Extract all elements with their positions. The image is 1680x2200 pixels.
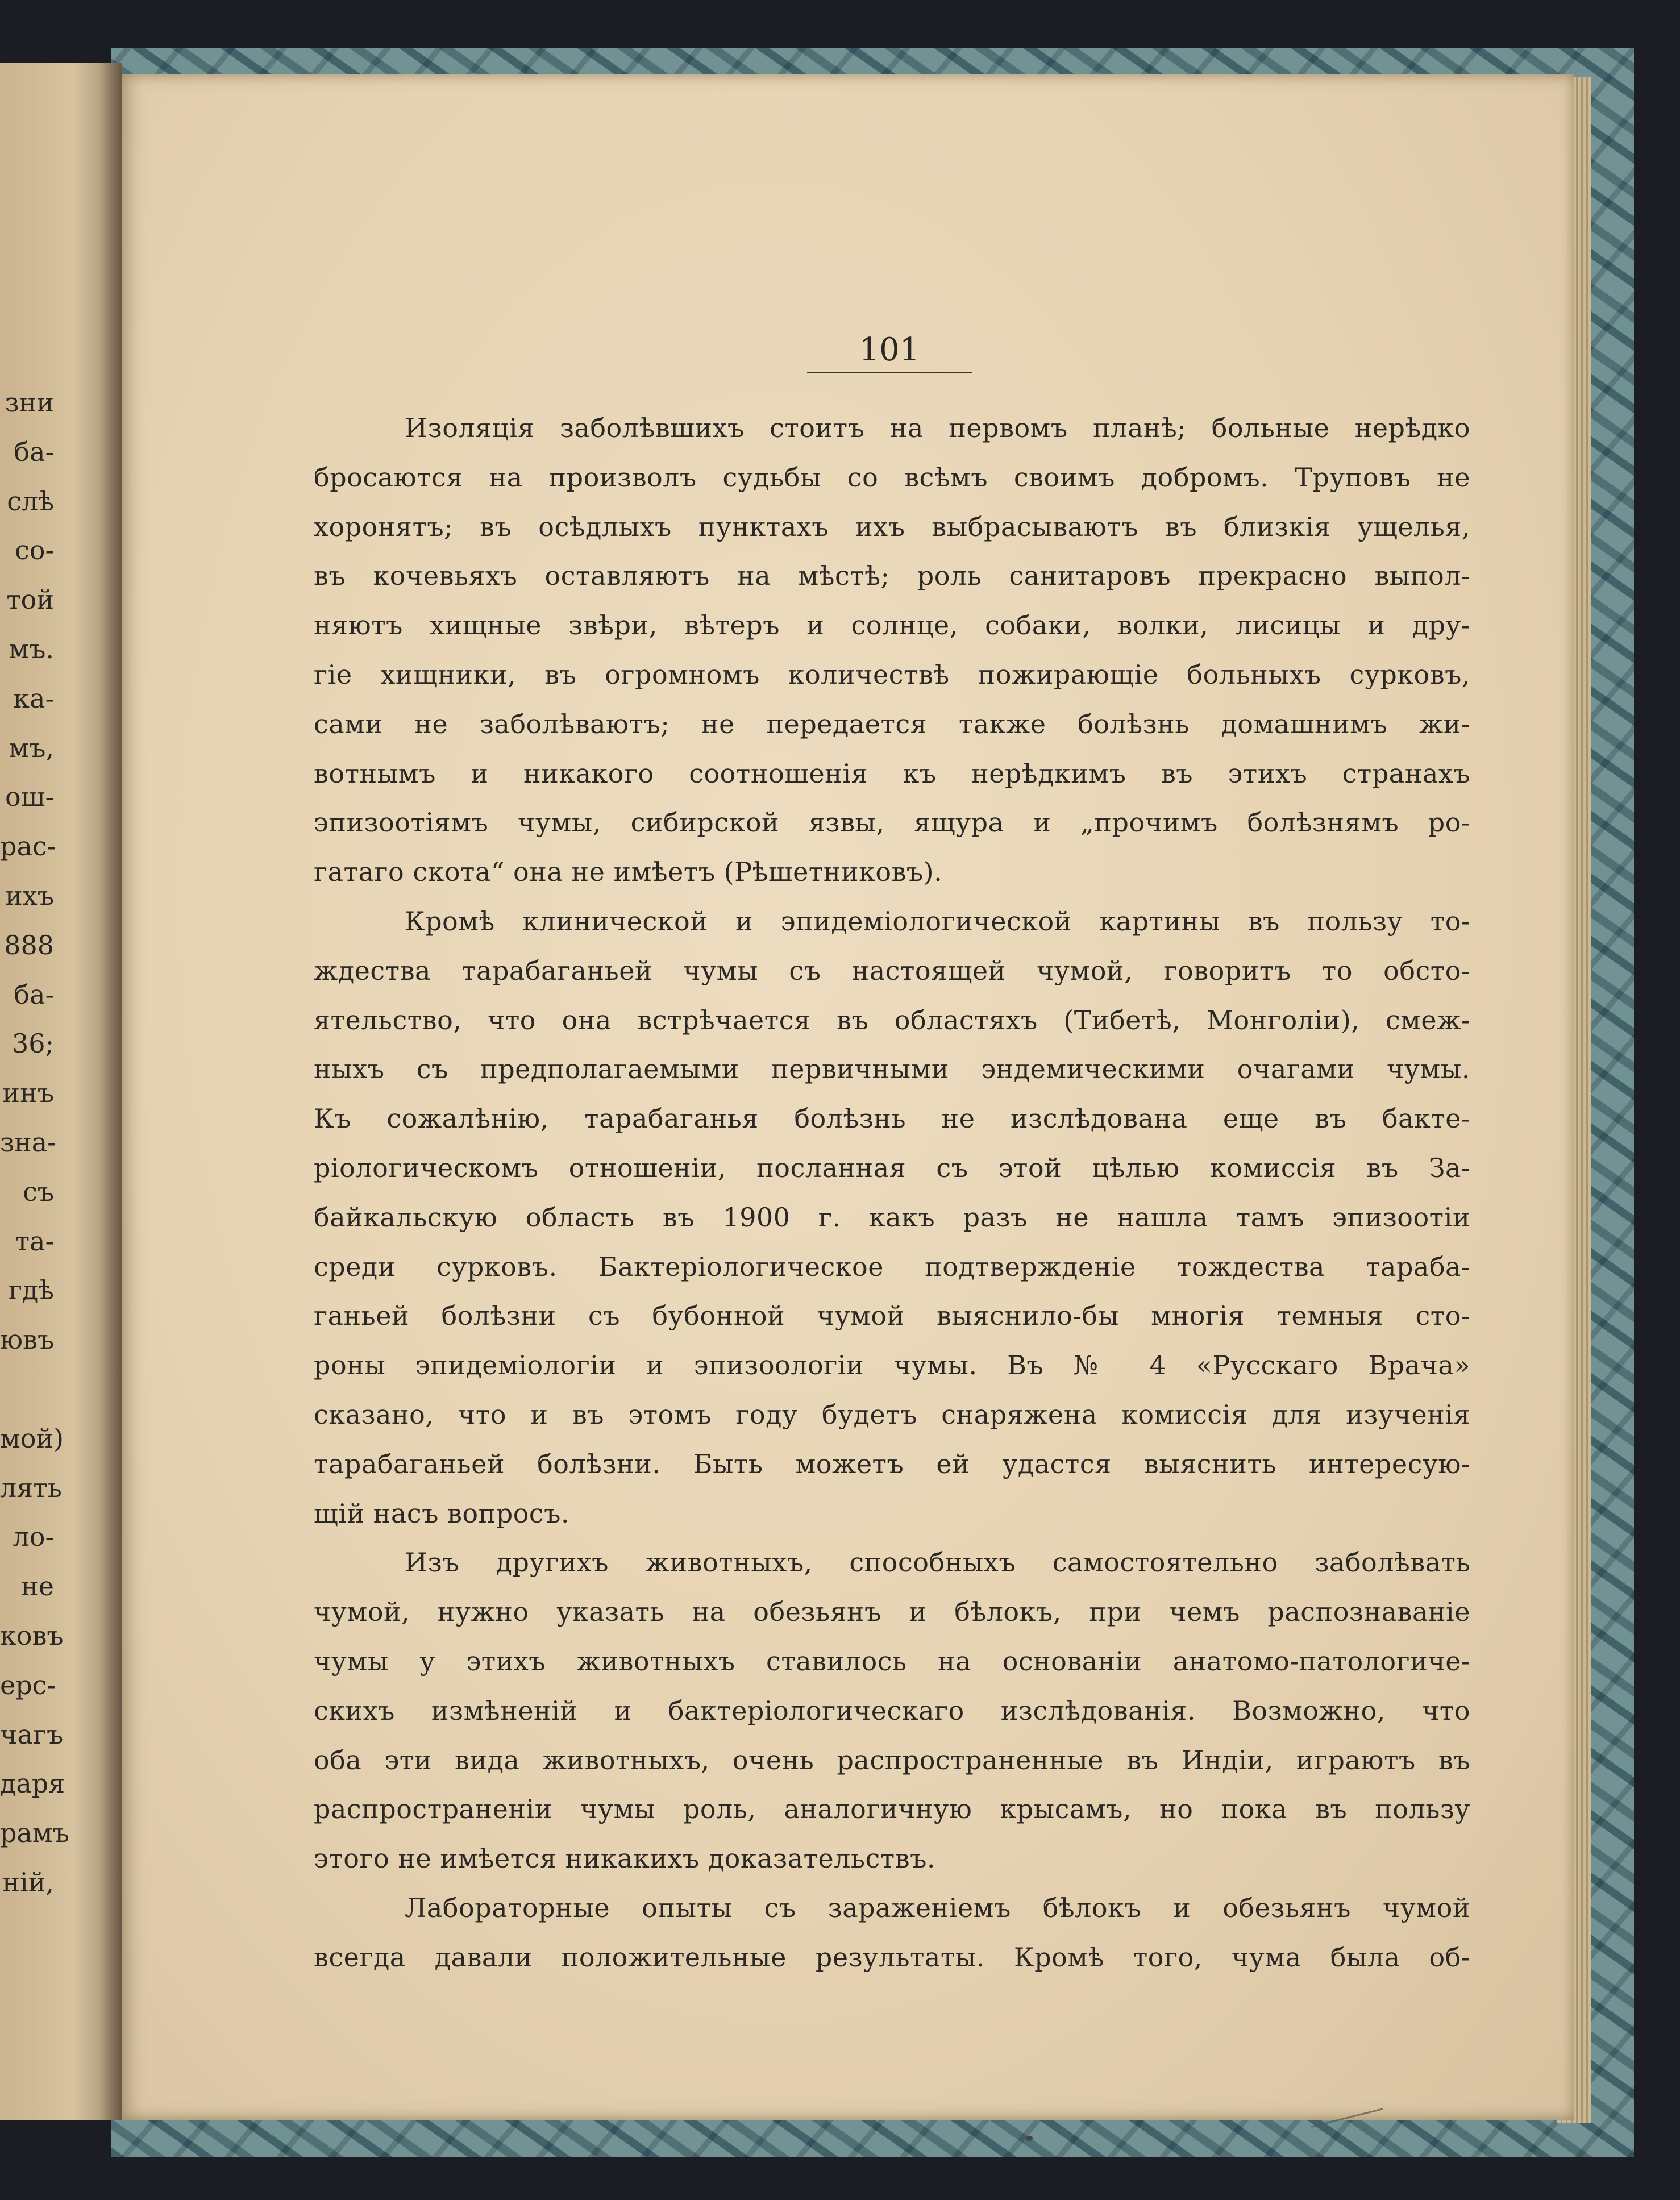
previous-page-line: мой) bbox=[0, 1423, 64, 1454]
previous-page-line: чагъ bbox=[0, 1719, 64, 1750]
previous-page-line: 36; bbox=[11, 1028, 54, 1059]
previous-page-line: рас- bbox=[0, 831, 56, 862]
previous-page-line: ерс- bbox=[0, 1669, 56, 1700]
previous-page-line: ювъ bbox=[0, 1324, 55, 1355]
text-line: среди сурковъ. Бактеріологическое подтвержденіе тождества тараба- bbox=[314, 1251, 1470, 1282]
previous-page-line: ба- bbox=[14, 979, 54, 1010]
previous-page-line: ба- bbox=[14, 436, 54, 467]
text-line: ждества тарабаганьей чумы съ настоящей чумой, говоритъ то обсто- bbox=[314, 955, 1470, 986]
page-number: 101 bbox=[859, 331, 920, 368]
previous-page-line: не bbox=[21, 1571, 54, 1602]
previous-page-line: зна- bbox=[0, 1126, 56, 1158]
previous-page-line: со- bbox=[15, 535, 54, 566]
text-line: гіе хищники, въ огромномъ количествѣ пожирающіе больныхъ сурковъ, bbox=[314, 659, 1470, 690]
text-line: Лабораторные опыты съ зараженіемъ бѣлокъ и обезьянъ чумой bbox=[405, 1892, 1470, 1923]
previous-page-line: ло- bbox=[13, 1521, 54, 1553]
text-line: роны эпидеміологіи и эпизоологіи чумы. Въ № 4 «Русскаго Врача» bbox=[314, 1350, 1470, 1381]
text-line: Къ сожалѣнію, тарабаганья болѣзнь не изслѣдована еще въ бакте- bbox=[314, 1103, 1470, 1134]
page-body-text bbox=[314, 404, 1470, 1982]
text-line: оба эти вида животныхъ, очень распространенные въ Индіи, играютъ въ bbox=[314, 1744, 1470, 1775]
previous-page-line: та- bbox=[15, 1225, 54, 1257]
page-gutter-shadow bbox=[99, 63, 122, 2120]
previous-page bbox=[0, 63, 122, 2120]
text-line: сами не заболѣваютъ; не передается также болѣзнь домашнимъ жи- bbox=[314, 708, 1470, 739]
previous-page-line: рамъ bbox=[0, 1818, 69, 1849]
document-page bbox=[122, 74, 1574, 2120]
text-line: бросаются на произволъ судьбы со всѣмъ своимъ добромъ. Труповъ не bbox=[314, 461, 1470, 493]
text-line: въ кочевьяхъ оставляютъ на мѣстѣ; роль санитаровъ прекрасно выпол- bbox=[314, 560, 1470, 592]
previous-page-line: 888 bbox=[4, 929, 54, 960]
previous-page-line: ній, bbox=[2, 1866, 54, 1898]
text-line: хоронятъ; въ осѣдлыхъ пунктахъ ихъ выбрасываютъ въ близкія ущелья, bbox=[314, 511, 1470, 542]
text-line: скихъ измѣненій и бактеріологическаго изслѣдованія. Возможно, что bbox=[314, 1695, 1470, 1726]
ink-speck bbox=[1026, 2136, 1033, 2141]
previous-page-line: ош- bbox=[5, 781, 54, 813]
text-line: щій насъ вопросъ. bbox=[314, 1498, 570, 1529]
text-line: всегда давали положительные результаты. Кромѣ того, чума была об- bbox=[314, 1941, 1470, 1973]
text-line: Кромѣ клинической и эпидеміологической картины въ пользу то- bbox=[405, 905, 1470, 937]
previous-page-line: слѣ bbox=[7, 485, 54, 517]
previous-page-line: гдѣ bbox=[8, 1275, 54, 1306]
previous-page-line: ка- bbox=[13, 683, 54, 714]
page-number-rule bbox=[807, 372, 972, 373]
previous-page-line: той bbox=[6, 584, 54, 615]
text-line: гатаго скота“ она не имѣетъ (Рѣшетниковъ). bbox=[314, 856, 943, 888]
text-line: чумы у этихъ животныхъ ставилось на основаніи анатомо-патологиче- bbox=[314, 1645, 1470, 1677]
text-line: ятельство, что она встрѣчается въ областяхъ (Тибетѣ, Монголіи), смеж- bbox=[314, 1004, 1470, 1035]
text-line: распространеніи чумы роль, аналогичную крысамъ, но пока въ пользу bbox=[314, 1794, 1470, 1825]
previous-page-line: лять bbox=[0, 1472, 62, 1503]
text-line: вотнымъ и никакого соотношенія къ нерѣдкимъ въ этихъ странахъ bbox=[314, 758, 1470, 789]
previous-page-line: даря bbox=[0, 1768, 65, 1799]
previous-page-line: ковъ bbox=[0, 1620, 64, 1651]
text-line: байкальскую область въ 1900 г. какъ разъ не нашла тамъ эпизоотіи bbox=[314, 1201, 1470, 1233]
previous-page-line: съ bbox=[22, 1176, 54, 1207]
text-line: этого не имѣется никакихъ доказательствъ. bbox=[314, 1843, 935, 1874]
text-line: Изоляція заболѣвшихъ стоитъ на первомъ планѣ; больные нерѣдко bbox=[405, 413, 1470, 443]
text-line: Изъ другихъ животныхъ, способныхъ самостоятельно заболѣвать bbox=[405, 1547, 1470, 1578]
previous-page-line: мъ, bbox=[9, 732, 54, 763]
text-line: эпизоотіямъ чумы, сибирской язвы, ящура и „прочимъ болѣзнямъ ро- bbox=[314, 807, 1470, 838]
text-line: няютъ хищные звѣри, вѣтеръ и солнце, собаки, волки, лисицы и дру- bbox=[314, 610, 1470, 641]
text-line: тарабаганьей болѣзни. Быть можетъ ей удастся выяснить интересую- bbox=[314, 1448, 1470, 1479]
previous-page-line: инъ bbox=[2, 1078, 54, 1109]
text-line: чумой, нужно указать на обезьянъ и бѣлокъ, при чемъ распознаваніе bbox=[314, 1596, 1470, 1628]
previous-page-line: ихъ bbox=[5, 880, 54, 911]
text-line: ріологическомъ отношеніи, посланная съ этой цѣлью комиссія въ За- bbox=[314, 1152, 1470, 1183]
text-line: ныхъ съ предполагаемыми первичными эндемическими очагами чумы. bbox=[314, 1054, 1470, 1085]
text-line: сказано, что и въ этомъ году будетъ снаряжена комиссія для изученія bbox=[314, 1399, 1470, 1430]
previous-page-line: мъ. bbox=[9, 633, 54, 664]
text-line: ганьей болѣзни съ бубонной чумой выяснило-бы многія темныя сто- bbox=[314, 1300, 1470, 1332]
previous-page-line: зни bbox=[5, 387, 54, 418]
